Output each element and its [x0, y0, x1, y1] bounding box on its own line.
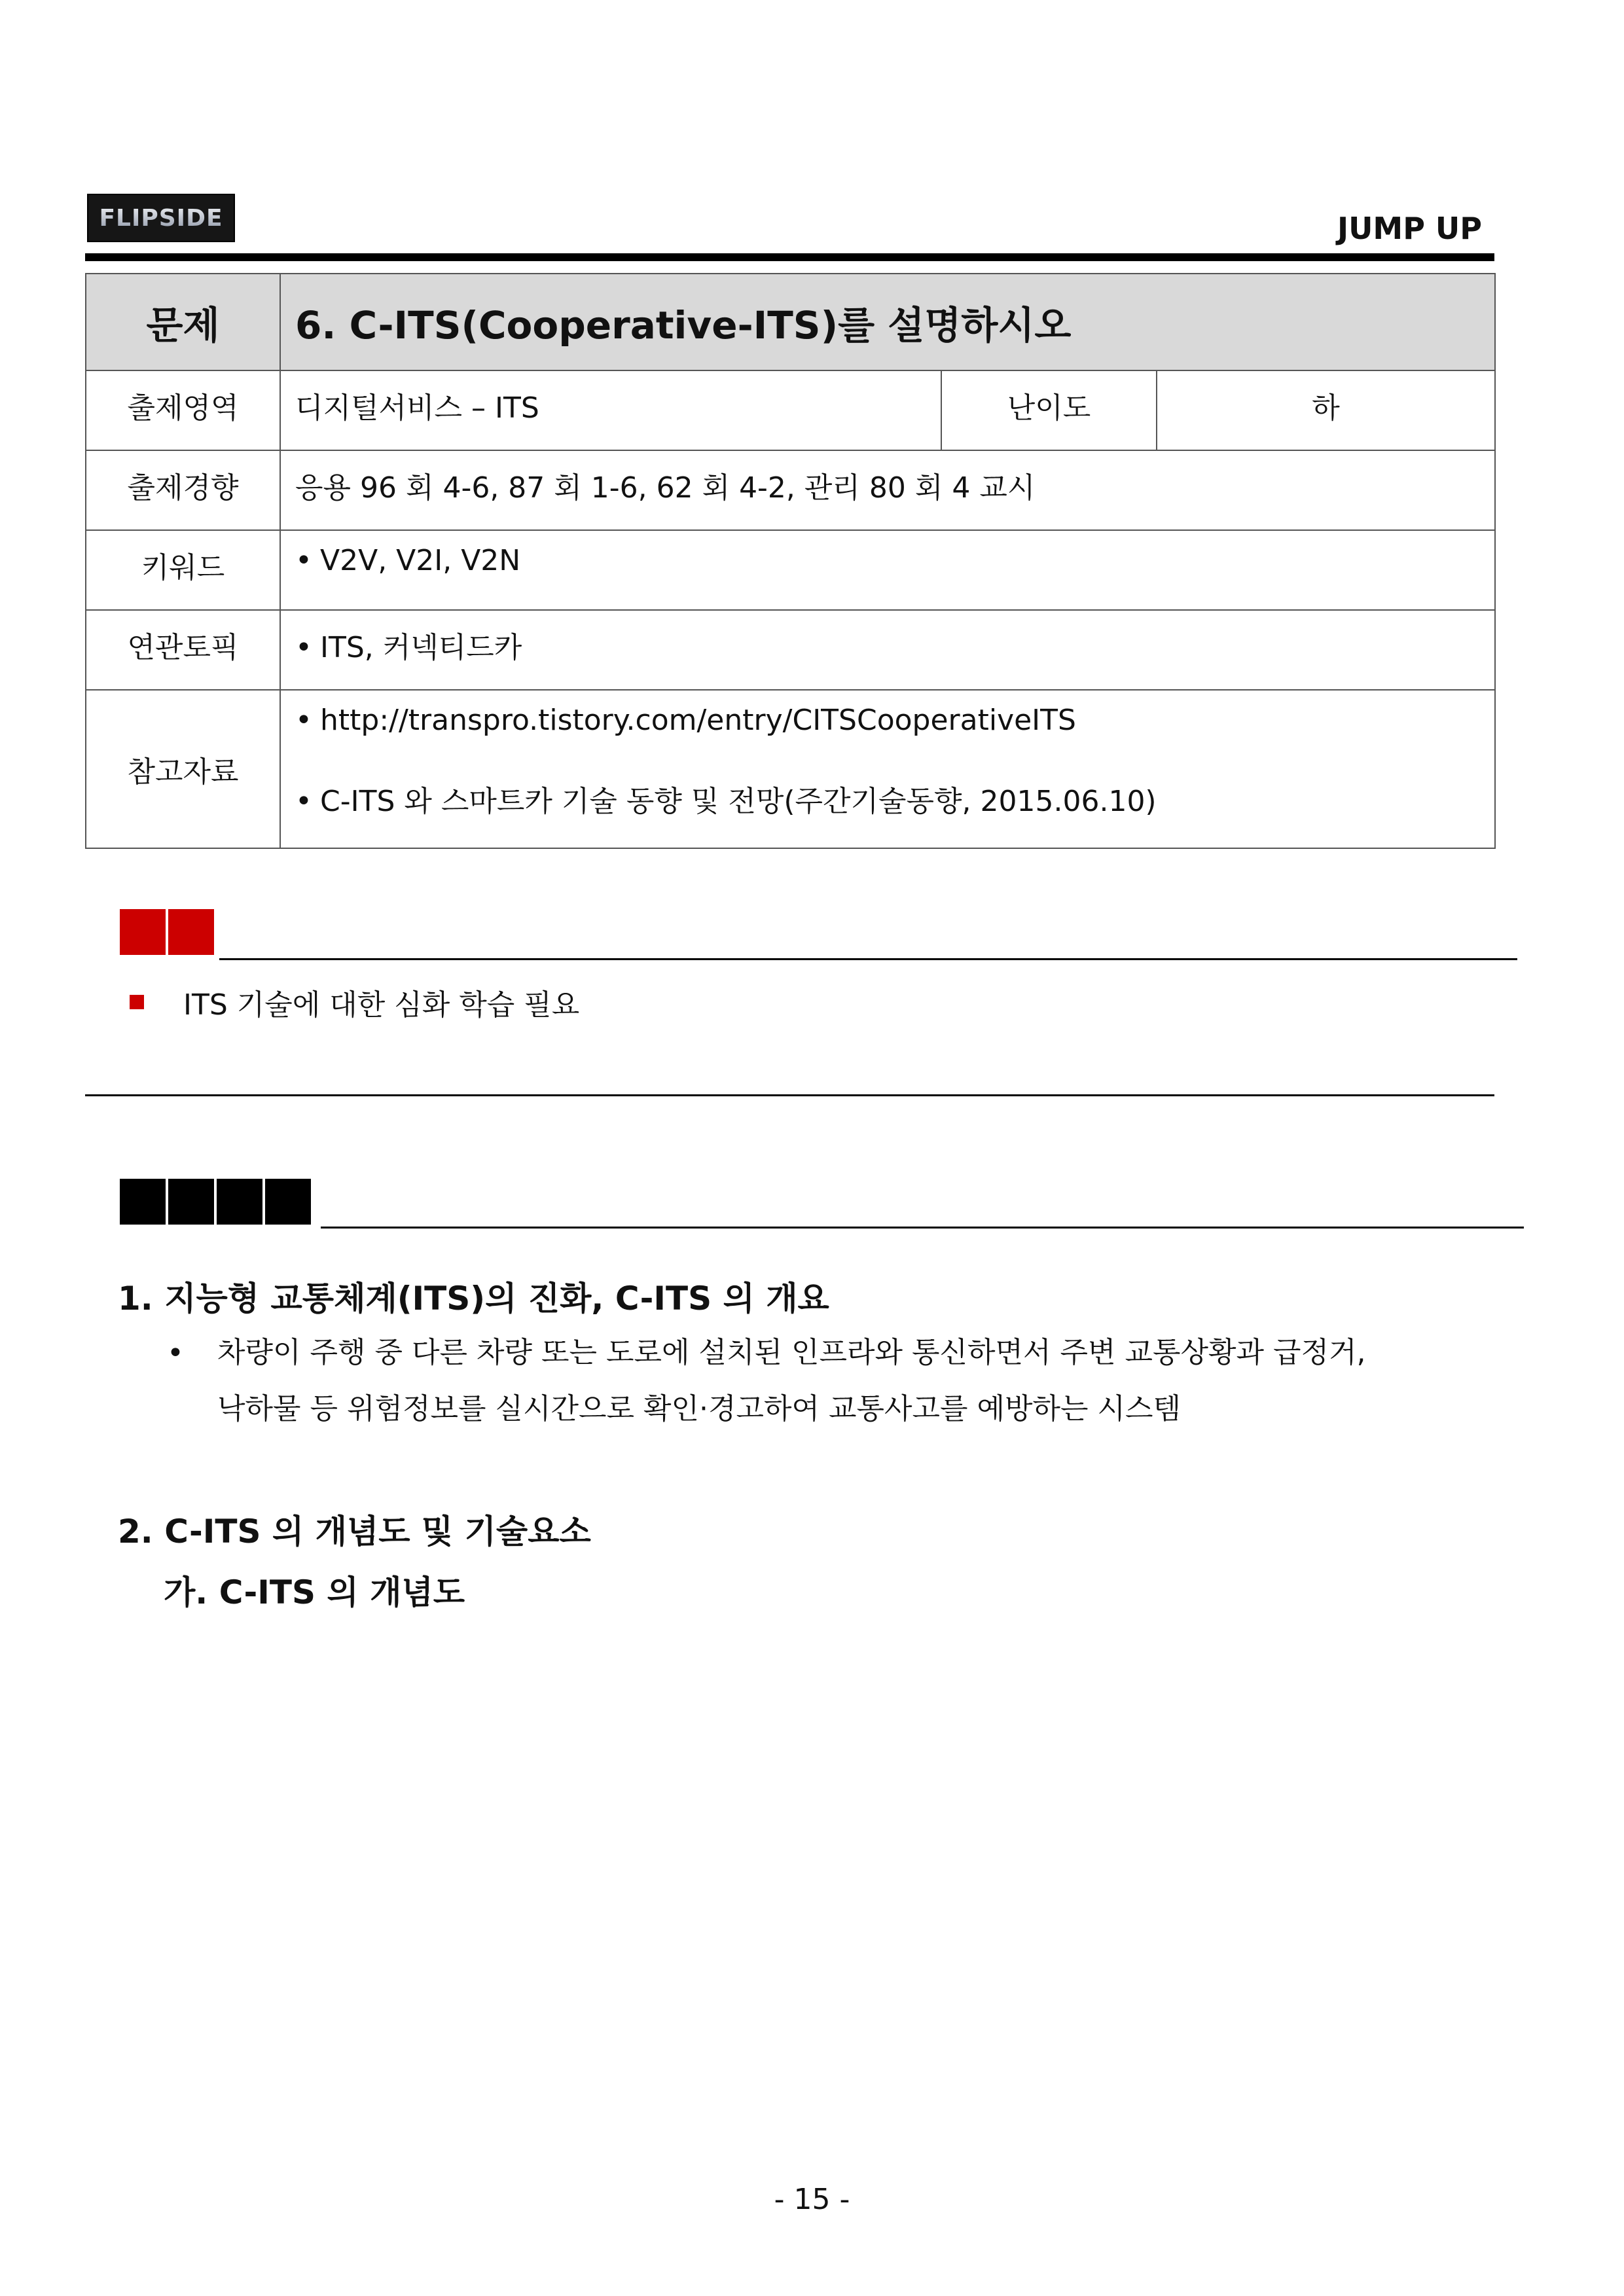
trend-value: 응용 96 회 4-6, 87 회 1-6, 62 회 4-2, 관리 80 회 4 교시 [280, 450, 1495, 530]
black-block [168, 1179, 214, 1225]
reference-item [295, 704, 1480, 737]
keyword-value: V2V, V2I, V2N [320, 544, 521, 577]
overview-paragraph [217, 1325, 1494, 1437]
subheading-concept-diagram: 가. C-ITS 의 개념도 [164, 1573, 465, 1611]
question-label: 문제 [86, 274, 280, 370]
divider-rule [85, 1094, 1494, 1096]
black-section-marker [120, 1179, 311, 1225]
red-square-bullet-icon [130, 995, 144, 1009]
logo-text: FLIPSIDE [99, 204, 223, 232]
section-rule [321, 1227, 1524, 1229]
question-row [86, 274, 1495, 370]
black-block [217, 1179, 262, 1225]
question-text: 6. C-ITS(Cooperative-ITS)를 설명하시오 [280, 274, 1495, 370]
question-info-table [85, 273, 1496, 849]
paragraph-line: 차량이 주행 중 다른 차량 또는 도로에 설치된 인프라와 통신하면서 주변 교통상황과 급정거, [217, 1336, 1366, 1369]
header-rule [85, 253, 1494, 261]
bullet: • [295, 631, 312, 664]
page-number: - 15 - [774, 2183, 850, 2216]
topic-value: ITS, 커넥티드카 [320, 631, 522, 664]
difficulty-value: 하 [1157, 370, 1495, 450]
trend-label: 출제경향 [86, 450, 280, 530]
topic-row [86, 610, 1495, 690]
heading-concept: 2. C-ITS 의 개념도 및 기술요소 [118, 1513, 591, 1551]
heading-overview: 1. 지능형 교통체계(ITS)의 진화, C-ITS 의 개요 [118, 1280, 829, 1318]
reference-row [86, 690, 1495, 848]
section-rule [219, 958, 1517, 960]
bullet: • [295, 785, 312, 818]
study-note-text: ITS 기술에 대한 심화 학습 필요 [183, 988, 580, 1022]
area-row [86, 370, 1495, 450]
red-block [120, 909, 166, 955]
bullet: • [167, 1336, 184, 1370]
red-block [168, 909, 214, 955]
red-section-marker [120, 909, 214, 955]
bullet: • [295, 544, 312, 577]
reference-cell [280, 690, 1495, 848]
topic-label: 연관토픽 [86, 610, 280, 690]
reference-label: 참고자료 [86, 690, 280, 848]
area-value: 디지털서비스 – ITS [280, 370, 941, 450]
topic-cell [280, 610, 1495, 690]
flipside-logo [87, 194, 235, 242]
difficulty-label: 난이도 [941, 370, 1157, 450]
brand-title: JUMP UP [1337, 211, 1482, 246]
reference-item [295, 778, 1480, 819]
paragraph-line: 낙하물 등 위험정보를 실시간으로 확인·경고하여 교통사고를 예방하는 시스템 [217, 1392, 1182, 1426]
reference-text: C-ITS 와 스마트카 기술 동향 및 전망(주간기술동향, 2015.06.10) [320, 785, 1157, 818]
keyword-label: 키워드 [86, 530, 280, 610]
keyword-cell [280, 530, 1495, 610]
trend-row [86, 450, 1495, 530]
black-block [265, 1179, 311, 1225]
area-label: 출제영역 [86, 370, 280, 450]
keyword-row [86, 530, 1495, 610]
bullet: • [295, 704, 312, 737]
reference-link[interactable]: http://transpro.tistory.com/entry/CITSCooperativeITS [320, 704, 1076, 737]
black-block [120, 1179, 166, 1225]
study-note [130, 981, 579, 1023]
